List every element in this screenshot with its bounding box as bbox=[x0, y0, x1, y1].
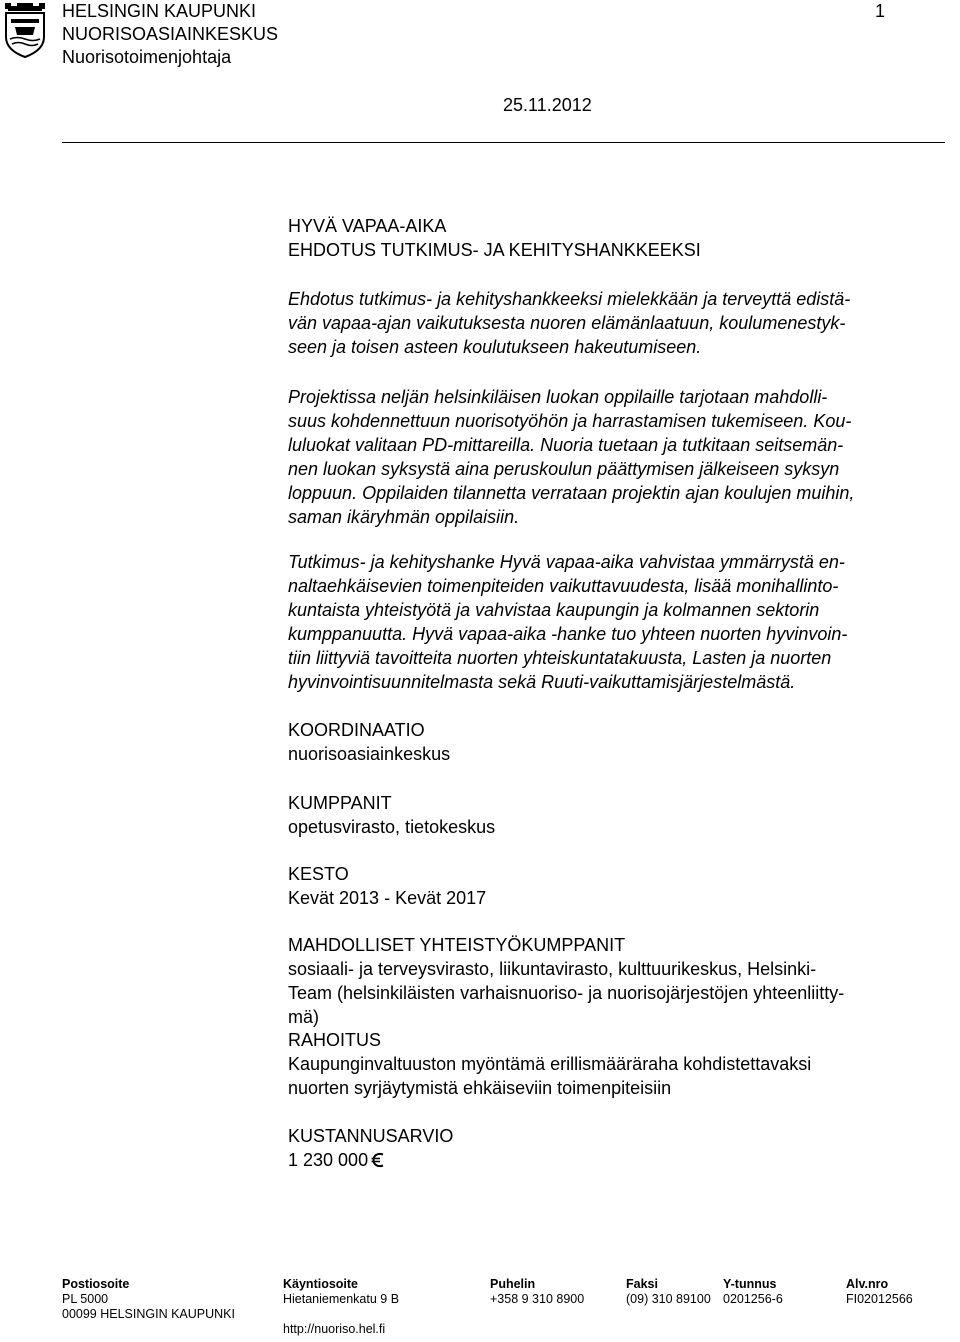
cost-estimate-heading: KUSTANNUSARVIO bbox=[288, 1126, 454, 1146]
coordination-heading: KOORDINAATIO bbox=[288, 720, 425, 740]
paragraph-line: Kaupunginvaltuuston myöntämä erillismääräraha kohdistettavaksi bbox=[288, 1054, 812, 1074]
paragraph-line: seen ja toisen asteen koulutukseen hakeutumiseen. bbox=[288, 337, 702, 357]
paragraph-line: mä) bbox=[288, 1007, 319, 1027]
footer-label: Puhelin bbox=[490, 1277, 536, 1291]
org-name: HELSINGIN KAUPUNKI bbox=[62, 1, 257, 21]
possible-partners-list bbox=[288, 957, 844, 1029]
footer-value: 00099 HELSINGIN KAUPUNKI bbox=[62, 1307, 235, 1321]
footer-label: Faksi bbox=[626, 1277, 658, 1291]
footer-fax bbox=[626, 1277, 711, 1307]
partners-heading: KUMPPANIT bbox=[288, 793, 392, 813]
document-title: HYVÄ VAPAA-AIKA bbox=[288, 216, 447, 236]
footer-value: 0201256-6 bbox=[723, 1292, 783, 1306]
footer-label: Postiosoite bbox=[62, 1277, 130, 1291]
impact-paragraph bbox=[288, 550, 847, 694]
footer-value: FI02012566 bbox=[846, 1292, 913, 1306]
possible-partners-heading: MAHDOLLISET YHTEISTYÖKUMPPANIT bbox=[288, 935, 626, 955]
paragraph-line: Projektissa neljän helsinkiläisen luokan oppilaille tarjotaan mahdolli- bbox=[288, 387, 828, 407]
footer-visiting bbox=[283, 1277, 399, 1337]
paragraph-line: Tutkimus- ja kehityshanke Hyvä vapaa-aika vahvistaa ymmärrystä en- bbox=[288, 552, 845, 572]
paragraph-line: Team (helsinkiläisten varhaisnuoriso- ja nuorisojärjestöjen yhteenliitty- bbox=[288, 983, 845, 1003]
paragraph-line: vän vapaa-ajan vaikutuksesta nuoren elämänlaatuun, koulumenestyk- bbox=[288, 313, 846, 333]
paragraph-line: hyvinvointisuunnitelmasta sekä Ruuti-vaikuttamisjärjestelmästä. bbox=[288, 672, 796, 692]
cost-estimate-row bbox=[288, 1148, 385, 1172]
paragraph-line: naltaehkäisevien toimenpiteiden vaikuttavuudesta, lisää monihallinto- bbox=[288, 576, 839, 596]
duration-value: Kevät 2013 - Kevät 2017 bbox=[288, 888, 487, 908]
paragraph-line: Ehdotus tutkimus- ja kehityshankkeeksi mielekkään ja terveyttä edistä- bbox=[288, 289, 851, 309]
footer-postal bbox=[62, 1277, 235, 1322]
paragraph-line: saman ikäryhmän oppilaisiin. bbox=[288, 507, 520, 527]
helsinki-crest-logo bbox=[3, 1, 47, 59]
document-date: 25.11.2012 bbox=[503, 95, 592, 115]
paragraph-line: nuorten syrjäytymistä ehkäiseviin toimenpiteisiin bbox=[288, 1078, 672, 1098]
website-link[interactable]: http://nuoriso.hel.fi bbox=[283, 1322, 386, 1336]
paragraph-line: tiin liittyviä tavoitteita nuorten yhteiskuntatakuusta, Lasten ja nuorten bbox=[288, 648, 832, 668]
department-name: NUORISOASIAINKESKUS bbox=[62, 24, 279, 44]
euro-icon bbox=[371, 1152, 385, 1168]
header-rule bbox=[62, 142, 945, 143]
office-name: Nuorisotoimenjohtaja bbox=[62, 47, 232, 67]
footer-value: Hietaniemenkatu 9 B bbox=[283, 1292, 400, 1306]
funding-text bbox=[288, 1052, 811, 1100]
footer-value: PL 5000 bbox=[62, 1292, 109, 1306]
cost-estimate-value: 1 230 000 bbox=[288, 1150, 369, 1170]
paragraph-line: kuntaista yhteistyötä ja vahvistaa kaupungin ja kolmannen sektorin bbox=[288, 600, 820, 620]
intro-paragraph bbox=[288, 287, 850, 359]
paragraph-line: kumppanuutta. Hyvä vapaa-aika -hanke tuo yhteen nuorten hyvinvoin- bbox=[288, 624, 848, 644]
footer-label: Alv.nro bbox=[846, 1277, 889, 1291]
footer-vat bbox=[846, 1277, 913, 1307]
paragraph-line: suus kohdennettuun nuorisotyöhön ja harrastamisen tukemiseen. Kou- bbox=[288, 411, 852, 431]
project-paragraph bbox=[288, 385, 854, 529]
duration-heading: KESTO bbox=[288, 864, 349, 884]
footer-business-id bbox=[723, 1277, 783, 1307]
paragraph-line: luluokat valitaan PD-mittareilla. Nuoria tuetaan ja tutkitaan seitsemän- bbox=[288, 435, 844, 455]
footer-value: (09) 310 89100 bbox=[626, 1292, 711, 1306]
partners-value: opetusvirasto, tietokeskus bbox=[288, 817, 496, 837]
footer-label: Käyntiosoite bbox=[283, 1277, 359, 1291]
footer-phone bbox=[490, 1277, 584, 1307]
paragraph-line: loppuun. Oppilaiden tilannetta verrataan projektin ajan koulujen muihin, bbox=[288, 483, 855, 503]
page-number: 1 bbox=[875, 1, 886, 21]
paragraph-line: sosiaali- ja terveysvirasto, liikuntavirasto, kulttuurikeskus, Helsinki- bbox=[288, 959, 817, 979]
footer-value: +358 9 310 8900 bbox=[490, 1292, 585, 1306]
document-subtitle: EHDOTUS TUTKIMUS- JA KEHITYSHANKKEEKSI bbox=[288, 240, 701, 260]
footer-label: Y-tunnus bbox=[723, 1277, 777, 1291]
coordination-value: nuorisoasiainkeskus bbox=[288, 744, 451, 764]
paragraph-line: nen luokan syksystä aina peruskoulun päättymisen jälkeiseen syksyn bbox=[288, 459, 840, 479]
funding-heading: RAHOITUS bbox=[288, 1030, 382, 1050]
